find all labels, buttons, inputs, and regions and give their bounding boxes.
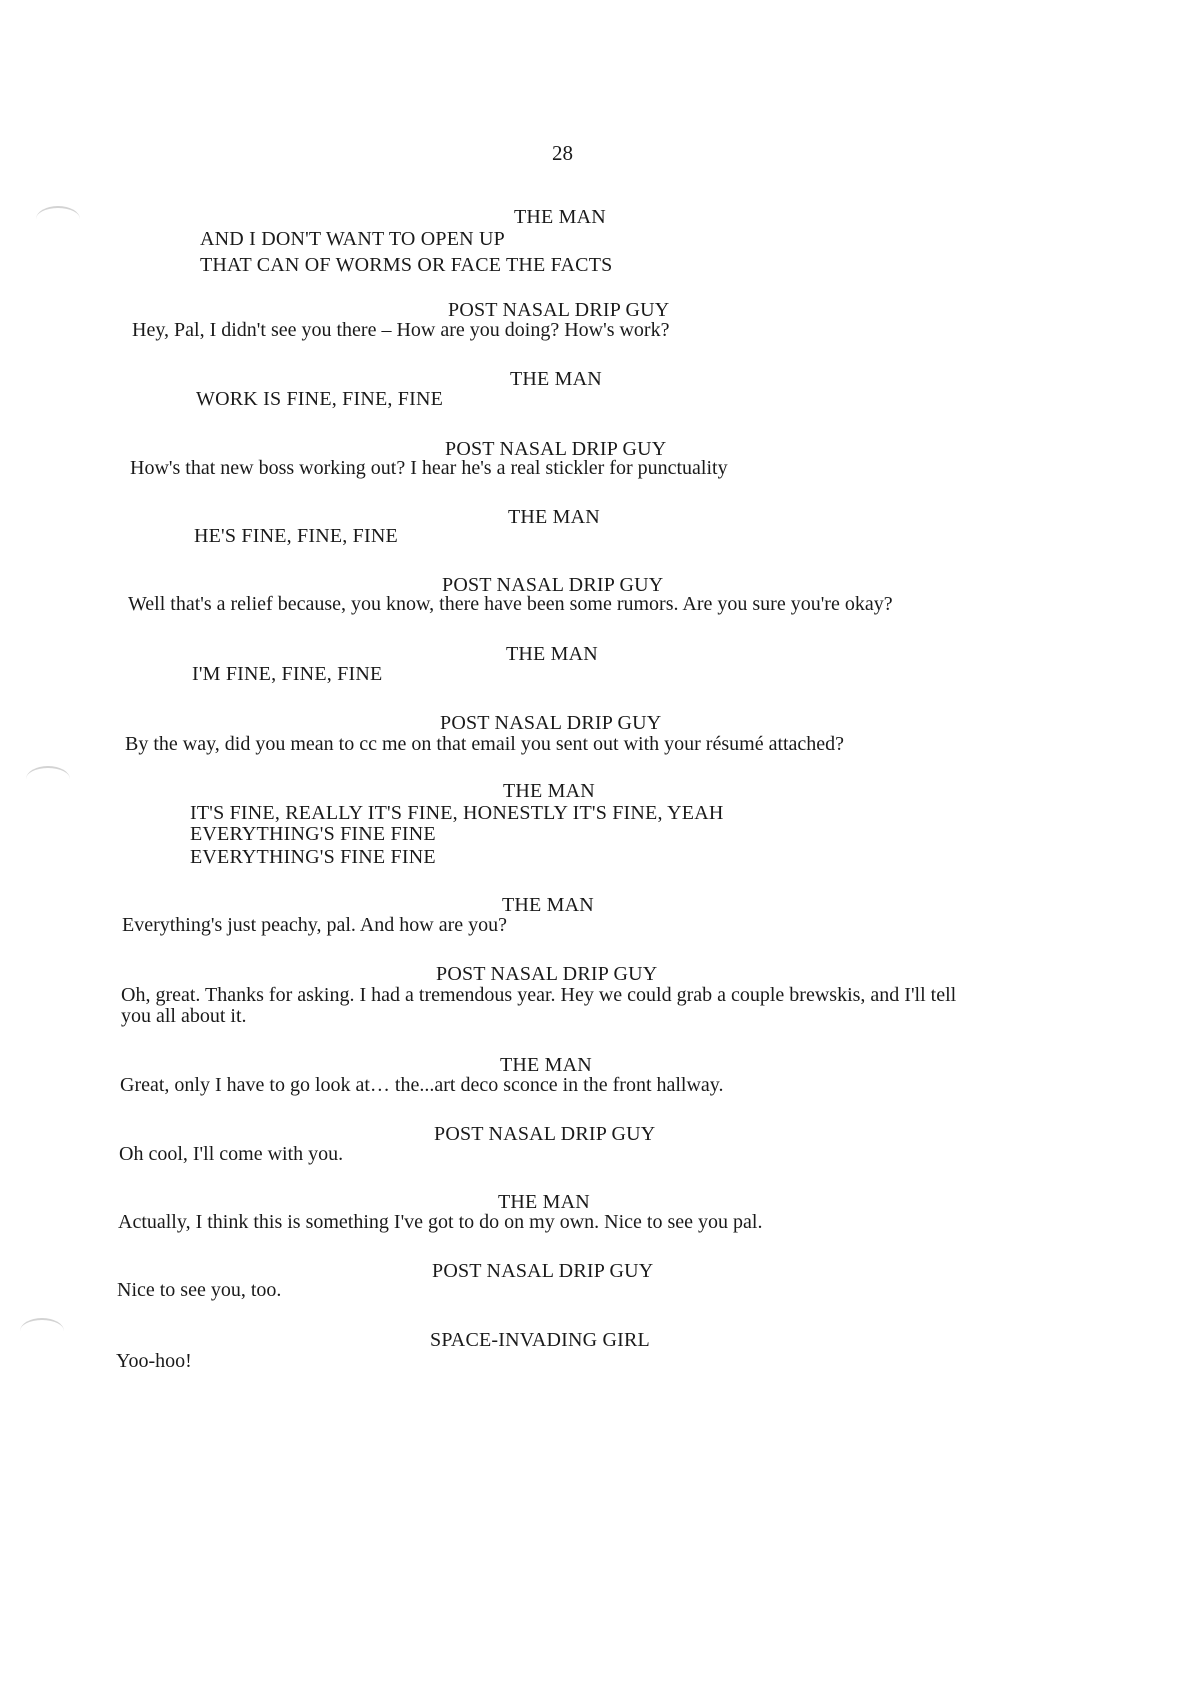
character-name: SPACE-INVADING GIRL [430, 1329, 650, 1351]
page-number: 28 [552, 141, 573, 165]
dialogue-line: Hey, Pal, I didn't see you there – How are you doing? How's work? [132, 319, 670, 341]
character-name: POST NASAL DRIP GUY [432, 1260, 654, 1282]
character-name: POST NASAL DRIP GUY [434, 1123, 656, 1145]
lyric-line: I'M FINE, FINE, FINE [192, 663, 383, 685]
character-name: THE MAN [503, 780, 595, 802]
punch-hole [36, 206, 80, 232]
dialogue-line: you all about it. [121, 1005, 247, 1027]
character-name: THE MAN [506, 643, 598, 665]
dialogue-line: By the way, did you mean to cc me on that email you sent out with your résumé attached? [125, 733, 845, 755]
dialogue-line: Actually, I think this is something I've got to do on my own. Nice to see you pal. [118, 1211, 763, 1233]
character-name: POST NASAL DRIP GUY [448, 299, 670, 321]
dialogue-line: Yoo-hoo! [116, 1350, 192, 1372]
punch-hole [26, 766, 70, 792]
lyric-line: EVERYTHING'S FINE FINE [190, 823, 436, 845]
dialogue-line: Nice to see you, too. [117, 1279, 282, 1301]
character-name: POST NASAL DRIP GUY [436, 963, 658, 985]
dialogue-line: Well that's a relief because, you know, there have been some rumors. Are you sure you're okay? [128, 593, 893, 615]
character-name: THE MAN [500, 1054, 592, 1076]
dialogue-line: Everything's just peachy, pal. And how are you? [122, 914, 507, 936]
character-name: POST NASAL DRIP GUY [440, 712, 662, 734]
lyric-line: WORK IS FINE, FINE, FINE [196, 388, 444, 410]
dialogue-line: How's that new boss working out? I hear he's a real stickler for punctuality [130, 457, 728, 479]
punch-hole [20, 1318, 64, 1344]
character-name: POST NASAL DRIP GUY [445, 438, 667, 460]
lyric-line: AND I DON'T WANT TO OPEN UP [200, 228, 505, 250]
dialogue-line: Oh cool, I'll come with you. [119, 1143, 344, 1165]
lyric-line: THAT CAN OF WORMS OR FACE THE FACTS [200, 254, 613, 276]
character-name: THE MAN [498, 1191, 590, 1213]
character-name: THE MAN [502, 894, 594, 916]
dialogue-line: Great, only I have to go look at… the...art deco sconce in the front hallway. [120, 1074, 724, 1096]
character-name: POST NASAL DRIP GUY [442, 574, 664, 596]
lyric-line: EVERYTHING'S FINE FINE [190, 846, 436, 868]
character-name: THE MAN [514, 206, 606, 228]
character-name: THE MAN [510, 368, 602, 390]
lyric-line: IT'S FINE, REALLY IT'S FINE, HONESTLY IT'S FINE, YEAH [190, 802, 724, 824]
character-name: THE MAN [508, 506, 600, 528]
lyric-line: HE'S FINE, FINE, FINE [194, 525, 398, 547]
dialogue-line: Oh, great. Thanks for asking. I had a tremendous year. Hey we could grab a couple brewskis, and I'll tell [121, 984, 957, 1006]
